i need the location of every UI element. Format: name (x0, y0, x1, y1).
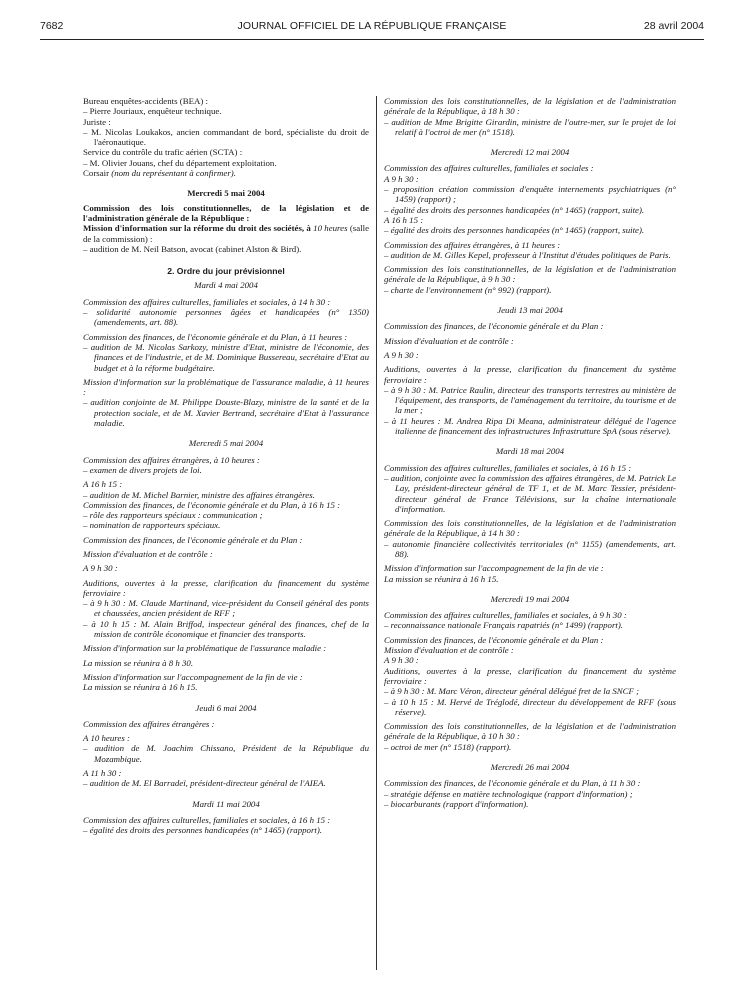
text-line: Commission des affaires culturelles, familiales et sociales, à 16 h 15 : (83, 814, 331, 825)
mission-line (83, 223, 369, 244)
list-item: – nomination de rapporteurs spéciaux. (83, 520, 221, 531)
header-rule (40, 39, 704, 40)
text-line: Commission des lois constitutionnelles, de la législation et de l'administration générale de la République, à 18 h 30 : (384, 96, 676, 117)
text-line: Auditions, ouvertes à la presse, clarification du financement du système ferroviaire : (384, 665, 676, 686)
date-heading: Jeudi 13 mai 2004 (497, 305, 563, 316)
list-item: – à 11 heures : M. Andrea Ripa Di Meana, administrateur délégué de l'agence italienne de financement des infrastructures Infrastrutture SpA (sous réserve). (384, 415, 676, 437)
text-line: Mission d'information sur la problématique de l'assurance maladie : (83, 643, 327, 654)
list-item: – examen de divers projets de loi. (83, 464, 202, 475)
mission-time: 10 heures (313, 223, 348, 234)
text-line: La mission se réunira à 8 h 30. (83, 657, 194, 668)
text-line: Commission des finances, de l'économie générale et du Plan, à 11 h 30 : (384, 778, 641, 789)
text-line: Commission des affaires étrangères, à 11 heures : (384, 239, 561, 250)
corsair-note: (nom du représentant à confirmer). (111, 168, 236, 179)
list-item: – proposition création commission d'enquête internements psychiatriques (n° 1459) (rapport) ; (384, 184, 676, 205)
list-item: – solidarité autonomie personnes âgées et handicapées (n° 1350) (amendements, art. 88). (83, 307, 369, 328)
text-line: A 9 h 30 : (384, 655, 419, 666)
corsair-name: Corsair (83, 168, 110, 179)
text-line: La mission se réunira à 16 h 15. (83, 682, 198, 693)
list-item: – égalité des droits des personnes handicapées (n° 1465) (rapport). (83, 825, 323, 836)
text-line: Mission d'évaluation et de contrôle : (83, 548, 213, 559)
text-line: Commission des lois constitutionnelles, de la législation et de l'administration générale de la République, à 9 h 30 : (384, 264, 676, 285)
page-header (40, 20, 704, 34)
list-item: – stratégie défense en matière technologique (rapport d'information) ; (384, 788, 633, 799)
text-line: Commission des affaires culturelles, familiales et sociales, à 14 h 30 : (83, 296, 331, 307)
list-item: – audition, conjointe avec la commission des affaires étrangères, de M. Patrick Le Lay, président-directeur général de TF 1, et de M. Marc Tessier, président-directeur général de France Télévisions, sur la chaîne internationale d'information. (384, 472, 676, 514)
text-line: A 9 h 30 : (384, 349, 419, 360)
date-heading: Mercredi 5 mai 2004 (187, 188, 265, 199)
list-item: – M. Nicolas Loukakos, ancien commandant de bord, spécialiste du droit de l'aéronautique. (83, 126, 369, 148)
text-line: Mission d'évaluation et de contrôle : (384, 335, 514, 346)
text-line: Auditions, ouvertes à la presse, clarification du financement du système ferroviaire : (384, 364, 676, 385)
corsair-line (83, 168, 369, 178)
date-heading: Mercredi 26 mai 2004 (490, 762, 570, 773)
date-heading: Mercredi 19 mai 2004 (490, 593, 570, 604)
text-line: Commission des affaires culturelles, familiales et sociales : (384, 163, 594, 174)
text-line: Commission des affaires étrangères : (83, 718, 215, 729)
text-line: Commission des finances, de l'économie générale et du Plan : (384, 321, 604, 332)
date-heading: Mercredi 5 mai 2004 (188, 438, 264, 449)
text-line: Commission des affaires culturelles, familiales et sociales, à 16 h 15 : (384, 462, 632, 473)
date-heading: Mardi 4 mai 2004 (194, 280, 258, 291)
list-item: – à 10 h 15 : M. Hervé de Tréglodé, directeur du développement de RFF (sous réserve). (384, 696, 676, 717)
column-divider (376, 96, 377, 970)
text-line: Commission des affaires étrangères, à 10 heures : (83, 454, 260, 465)
left-column (83, 96, 369, 836)
list-item: – charte de l'environnement (n° 992) (rapport). (384, 284, 552, 295)
section-heading: 2. Ordre du jour prévisionnel (167, 266, 285, 277)
list-item: – M. Olivier Jouans, chef du département exploitation. (83, 157, 277, 168)
text-line: A 10 heures : (83, 733, 130, 744)
bea-block (83, 96, 369, 178)
text-line: Mission d'information sur l'accompagnement de la fin de vie : (83, 671, 303, 682)
list-item: – reconnaissance nationale Français rapatriés (n° 1499) (rapport). (384, 620, 624, 631)
text-line: La mission se réunira à 16 h 15. (384, 573, 499, 584)
mission-place: (salle de la commission) : (83, 223, 369, 244)
list-item: – Pierre Jouriaux, enquêteur technique. (83, 106, 222, 117)
list-item: – rôle des rapporteurs spéciaux : communication ; (83, 510, 263, 521)
issue-date: 28 avril 2004 (643, 20, 704, 32)
text-line: Commission des finances, de l'économie générale et du Plan, à 11 heures : (83, 331, 348, 342)
text-line: Commission des finances, de l'économie générale et du Plan, à 16 h 15 : (83, 499, 341, 510)
list-item: – biocarburants (rapport d'information). (384, 798, 529, 809)
list-item: – audition de Mme Brigitte Girardin, ministre de l'outre-mer, sur le projet de loi relatif à l'octroi de mer (n° 1518). (384, 116, 676, 137)
list-item: – à 9 h 30 : M. Patrice Raulin, directeur des transports terrestres au ministère de l'équipement, des transports, de l'aménagement du territoire, du tourisme et de la mer ; (384, 384, 676, 416)
text-line: Service du contrôle du trafic aérien (SCTA) : (83, 147, 243, 158)
list-item: – autonomie financière collectivités territoriales (n° 1155) (amendements, art. 88). (384, 538, 676, 559)
text-line: A 9 h 30 : (384, 173, 419, 184)
journal-title: JOURNAL OFFICIEL DE LA RÉPUBLIQUE FRANÇAISE (237, 20, 507, 32)
list-item: – audition de M. El Barradeï, président-directeur général de l'AIEA. (83, 778, 326, 789)
list-item: – égalité des droits des personnes handicapées (n° 1465) (rapport, suite). (384, 204, 645, 215)
commission-heading: Commission des lois constitutionnelles, de la législation et de l'administration générale de la République : (83, 202, 369, 223)
list-item: – à 10 h 15 : M. Alain Briffod, inspecteur général des finances, chef de la mission de contrôle économique et financier des transports. (83, 618, 369, 640)
text-line: Mission d'information sur la problématique de l'assurance maladie, à 11 heures : (83, 376, 369, 398)
text-line: Juriste : (83, 116, 111, 127)
mission-title: Mission d'information sur la réforme du droit des sociétés, à (83, 223, 311, 234)
list-item: – audition de M. Gilles Kepel, professeur à l'Institut d'études politiques de Paris. (384, 249, 671, 260)
list-item: – audition de M. Michel Barnier, ministre des affaires étrangères. (83, 489, 315, 500)
date-heading: Mardi 11 mai 2004 (192, 798, 260, 809)
text-line: A 9 h 30 : (83, 563, 118, 574)
date-heading: Mardi 18 mai 2004 (495, 446, 565, 457)
text-line: Commission des affaires culturelles, familiales et sociales, à 9 h 30 : (384, 610, 627, 621)
page-number: 7682 (40, 20, 64, 32)
date-heading: Mercredi 12 mai 2004 (490, 147, 570, 158)
text-line: A 11 h 30 : (83, 768, 122, 779)
text-line: A 16 h 15 : (83, 479, 123, 490)
text-line: Bureau enquêtes-accidents (BEA) : (83, 96, 208, 106)
list-item: – à 9 h 30 : M. Claude Martinand, vice-président du Conseil général des ponts et chaussées, ancien président de RFF ; (83, 598, 369, 619)
list-item: – à 9 h 30 : M. Marc Véron, directeur général délégué fret de la SNCF ; (384, 686, 640, 697)
text-line: Commission des lois constitutionnelles, de la législation et de l'administration générale de la République, à 10 h 30 : (384, 721, 676, 742)
text-line: Mission d'information sur l'accompagnement de la fin de vie : (384, 563, 604, 574)
text-line: Commission des finances, de l'économie générale et du Plan : (83, 534, 303, 545)
text-line: Commission des finances, de l'économie générale et du Plan : (384, 634, 604, 645)
list-item: – octroi de mer (n° 1518) (rapport). (384, 741, 512, 752)
text-line: A 16 h 15 : (384, 214, 424, 225)
list-item: – audition de M. Neil Batson, avocat (cabinet Alston & Bird). (83, 243, 302, 254)
text-line: Auditions, ouvertes à la presse, clarification du financement du système ferroviaire : (83, 577, 369, 598)
text-line: Commission des lois constitutionnelles, de la législation et de l'administration générale de la République, à 14 h 30 : (384, 518, 676, 539)
list-item: – égalité des droits des personnes handicapées (n° 1465) (rapport, suite). (384, 225, 645, 236)
right-column (384, 96, 676, 809)
text-line: Mission d'évaluation et de contrôle : (384, 645, 514, 656)
list-item: – audition de M. Nicolas Sarkozy, ministre d'Etat, ministre de l'économie, des finances et de l'industrie, et de M. Dominique Bussereau, secrétaire d'Etat au budget et à la réforme budgétaire. (83, 341, 369, 373)
list-item: – audition de M. Joachim Chissano, Président de la République du Mozambique. (83, 743, 369, 764)
list-item: – audition conjointe de M. Philippe Douste-Blazy, ministre de la santé et de la protection sociale, et de M. Xavier Bertrand, secrétaire d'Etat à l'assurance maladie. (83, 397, 369, 429)
date-heading: Jeudi 6 mai 2004 (195, 702, 257, 713)
